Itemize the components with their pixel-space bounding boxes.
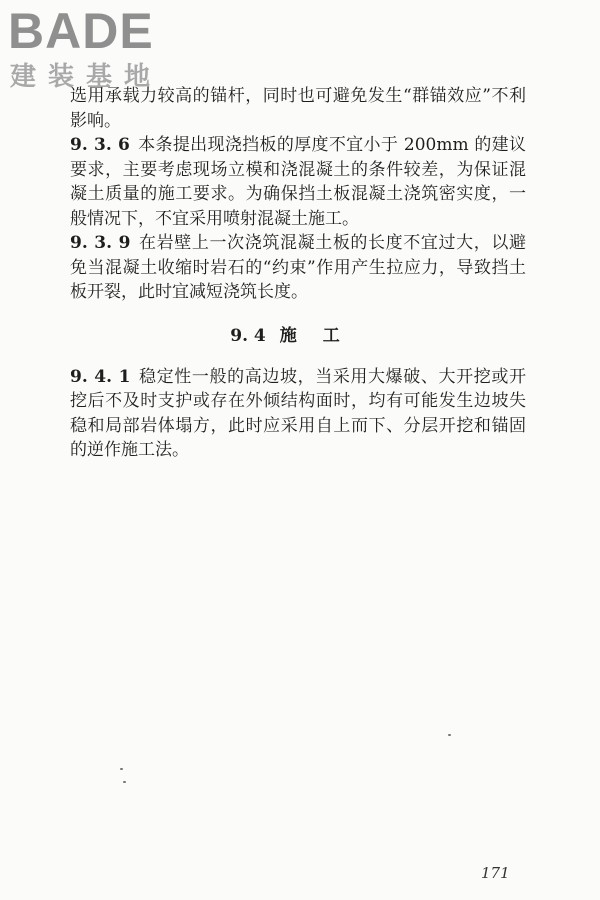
scan-speck xyxy=(448,734,451,736)
paragraph-text: 稳定性一般的高边坡，当采用大爆破、大开挖或开挖后不及时支护或存在外倾结构面时，均有可能发生边坡失稳和局部岩体塌方，此时应采用自上而下、分层开挖和锚固的逆作施工法。 xyxy=(70,366,526,460)
paragraph-intro xyxy=(70,84,526,133)
section-number: 9. 4 xyxy=(230,325,266,346)
paragraph-9-4-1 xyxy=(70,365,526,463)
paragraph-9-3-9 xyxy=(70,231,526,305)
watermark-brand: BADE xyxy=(8,3,154,59)
paragraph-9-3-6 xyxy=(70,133,526,231)
document-body xyxy=(70,84,526,463)
section-heading xyxy=(70,324,526,348)
scan-speck xyxy=(123,781,126,783)
clause-number: 9. 3. 9 xyxy=(70,233,131,253)
watermark-logo xyxy=(8,4,178,96)
watermark-subtitle: 建装基地 xyxy=(10,62,163,92)
section-title: 施工 xyxy=(279,325,366,346)
clause-number: 9. 3. 6 xyxy=(70,135,130,155)
paragraph-text: 本条提出现浇挡板的厚度不宜小于 200mm 的建议要求，主要考虑现场立模和浇混凝土的条件较差，为保证混凝土质量的施工要求。为确保挡土板混凝土浇筑密实度，一般情况下，不宜采用喷射混凝土施工。 xyxy=(70,135,526,229)
clause-number: 9. 4. 1 xyxy=(70,366,131,387)
page-number: 171 xyxy=(481,864,510,882)
scan-speck xyxy=(120,768,123,770)
paragraph-text: 在岩壁上一次浇筑混凝土板的长度不宜过大，以避免当混凝土收缩时岩石的“约束”作用产生拉应力，导致挡土板开裂，此时宜减短浇筑长度。 xyxy=(70,233,526,302)
paragraph-text: 选用承载力较高的锚杆，同时也可避免发生“群锚效应”不利影响。 xyxy=(70,86,526,131)
